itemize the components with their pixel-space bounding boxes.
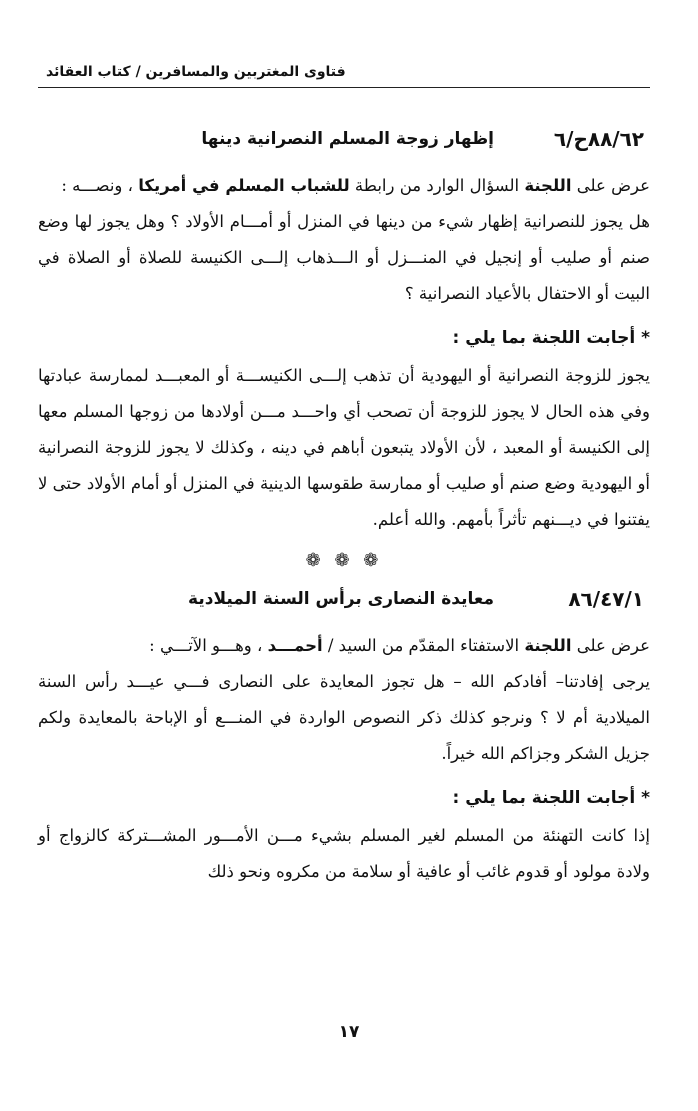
- fatwa-heading: [38, 122, 650, 156]
- fatwa-number: ٨٨/٦٢ح/٦: [553, 127, 644, 151]
- committee-label: اللجنة: [524, 636, 572, 655]
- fatwa-answer: إذا كانت التهنئة من المسلم لغير المسلم بشيء مـــن الأمـــور المشـــتركة كالزواج أو ولادة مولود أو قدوم غائب أو عافية أو سلامة من مكروه ونحو ذلك: [38, 826, 650, 881]
- fatwa-intro: عرض على اللجنة الاستفتاء المقدّم من السيد / أحمـــد ، وهـــو الآتـــي :: [149, 636, 650, 655]
- fatwa-question: هل يجوز للنصرانية إظهار شيء من دينها في المنزل أو أمـــام الأولاد ؟ وهل يجوز لها وضع صنم أو صليب أو إنجيل في المنـــزل أو الـــذهاب إلـــى الكنيسة للصلاة أو الصلاة في البيت أو الاحتفال بالأعياد النصرانية ؟: [38, 212, 650, 303]
- page-number: ١٧: [338, 1022, 360, 1042]
- fatwa-heading: [38, 582, 650, 616]
- committee-label: اللجنة: [524, 176, 572, 195]
- answer-heading: * أجابت اللجنة بما يلي :: [452, 328, 650, 348]
- answer-heading: * أجابت اللجنة بما يلي :: [452, 788, 650, 808]
- fatwa-answer: يجوز للزوجة النصرانية أو اليهودية أن تذهب إلـــى الكنيســـة أو المعبـــد لممارسة عبادتها وفي هذه الحال لا يجوز للزوجة أن تصحب أي واحـــد مـــن أولادها من زوجها المسلم معها إلى الكنيسة أو المعبد ، لأن الأولاد يتبعون أباهم في دينه ، وكذلك لا يجوز للزوجة النصرانية أو اليهودية وضع صنم أو صليب أو ممارسة طقوسها الدينية في المنزل أو أمام الأولاد حتى لا يفتنوا في ديـــنهم تأثراً بأمهم. والله أعلم.: [38, 366, 650, 529]
- document-page: [38, 60, 650, 890]
- fatwa-title: معايدة النصارى برأس السنة الميلادية: [188, 589, 494, 609]
- organization-name: للشباب المسلم في أمريكا: [138, 176, 350, 195]
- fatwa-intro: عرض على اللجنة السؤال الوارد من رابطة للشباب المسلم في أمريكا ، ونصـــه :: [61, 176, 650, 195]
- petitioner-name: أحمـــد: [267, 636, 323, 655]
- fatwa-title: إظهار زوجة المسلم النصرانية دينها: [201, 129, 494, 149]
- fatwa-number: ٨٦/٤٧/١: [568, 587, 644, 611]
- running-header: فتاوى المغتربين والمسافرين / كتاب العقائد: [38, 60, 650, 88]
- fatwa-question: يرجى إفادتنا– أفادكم الله – هل تجوز المعايدة على النصارى فـــي عيـــد رأس السنة الميلادية أم لا ؟ ونرجو كذلك ذكر النصوص الواردة في المنـــع أو الإباحة بالمعايدة ولكم جزيل الشكر وجزاكم الله خيراً.: [38, 672, 650, 763]
- section-separator: ❁ ❁ ❁: [305, 550, 383, 571]
